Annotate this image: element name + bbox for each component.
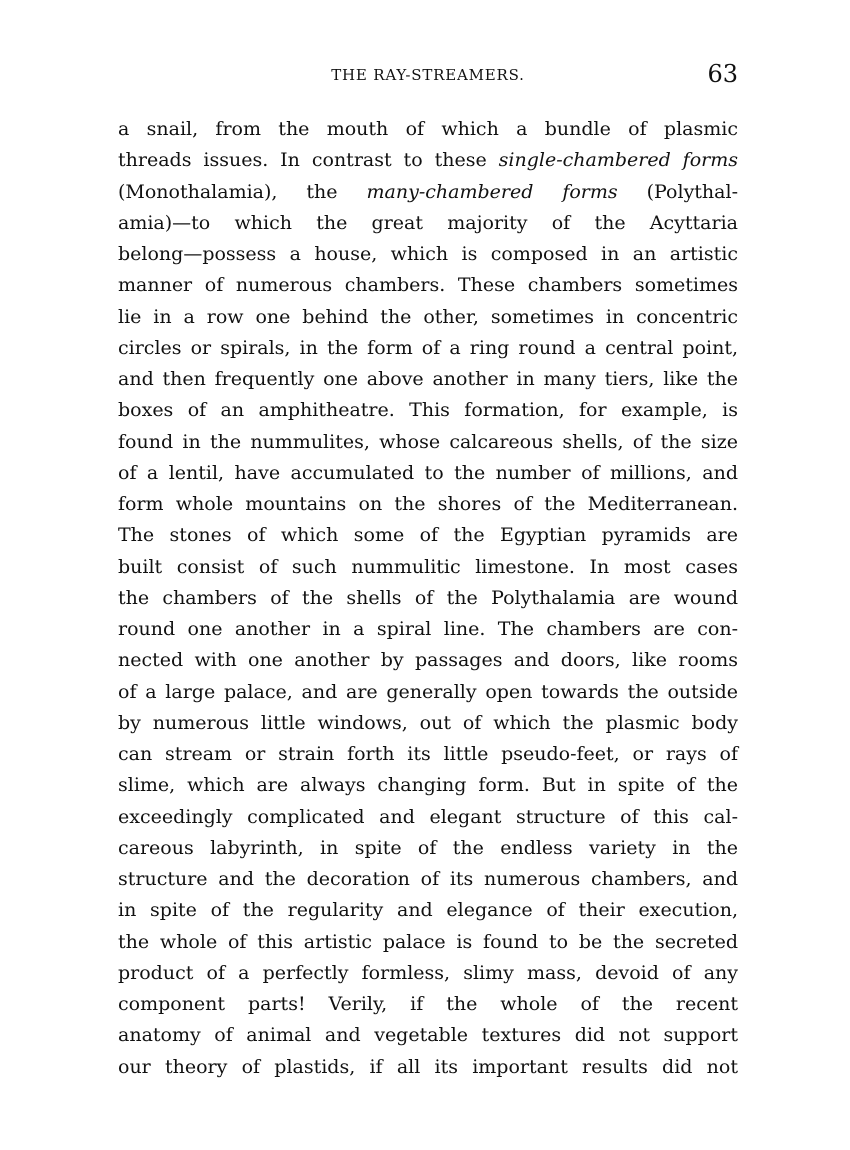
text-line [118,833,738,864]
text-segment: round one another in a spiral line. The chambers are con- [118,618,738,640]
text-segment: belong—possess a house, which is composed in an artistic [118,243,738,265]
text-line [118,302,738,333]
text-line [118,864,738,895]
text-segment: exceedingly complicated and elegant structure of this cal- [118,805,738,828]
text-line [118,645,738,676]
text-segment: circles or spirals, in the form of a ring round a central point, [118,336,738,359]
text-segment: our theory of plastids, if all its important results did not [118,1055,738,1078]
text-line [118,114,738,145]
text-segment: component parts! Verily, if the whole of the recent [118,993,738,1015]
text-line [118,927,738,958]
text-segment: threads issues. In contrast to these [118,149,499,172]
text-segment: manner of numerous chambers. These chambers sometimes [118,274,738,297]
text-line [118,708,738,739]
running-head: THE RAY-STREAMERS. [331,66,525,84]
text-segment: anatomy of animal and vegetable textures did not support [118,1024,738,1047]
text-line [118,895,738,926]
italic-term: many-chambered forms [366,180,618,203]
text-line [118,333,738,364]
text-line [118,552,738,583]
page-header [118,60,738,94]
text-line [118,395,738,426]
text-segment: built consist of such nummulitic limestone. In most cases [118,555,738,578]
text-segment: (Polythal- [617,180,738,203]
text-segment: and then frequently one above another in many tiers, like the [118,368,738,390]
text-segment: in spite of the regularity and elegance of their execution, [118,899,738,922]
text-line [118,208,738,239]
text-segment: of a lentil, have accumulated to the number of millions, and [118,461,738,484]
text-segment: structure and the decoration of its numerous chambers, and [118,868,738,890]
text-line [118,177,738,208]
italic-term: single-chambered forms [498,149,738,172]
text-line [118,614,738,645]
text-line [118,1052,738,1083]
text-line [118,364,738,395]
text-segment: of a large palace, and are generally open towards the outside [118,680,738,703]
text-line [118,458,738,489]
text-line [118,427,738,458]
text-line [118,489,738,520]
page-number: 63 [707,60,738,88]
text-segment: boxes of an amphitheatre. This formation, for example, is [118,399,738,422]
body-text [118,114,738,1083]
text-segment: lie in a row one behind the other, sometimes in concentric [118,305,738,328]
text-line [118,677,738,708]
text-segment: slime, which are always changing form. But in spite of the [118,774,738,797]
text-segment: The stones of which some of the Egyptian pyramids are [118,524,738,547]
text-line [118,520,738,551]
text-segment: amia)—to which the great majority of the Acyttaria [118,211,738,234]
text-segment: a snail, from the mouth of which a bundle of plasmic [118,118,738,140]
text-segment: form whole mountains on the shores of the Mediterranean. [118,493,738,515]
text-segment: product of a perfectly formless, slimy mass, devoid of any [118,961,738,984]
text-segment: by numerous little windows, out of which the plasmic body [118,711,738,734]
text-segment: found in the nummulites, whose calcareous shells, of the size [118,430,738,453]
text-line [118,270,738,301]
text-line [118,802,738,833]
text-segment: the whole of this artistic palace is found to be the secreted [118,930,738,953]
text-line [118,989,738,1020]
text-segment: careous labyrinth, in spite of the endless variety in the [118,836,738,859]
text-line [118,958,738,989]
text-line [118,1020,738,1051]
text-segment: nected with one another by passages and doors, like rooms [118,649,738,672]
text-line [118,145,738,176]
text-line [118,239,738,270]
text-line [118,583,738,614]
text-segment: the chambers of the shells of the Polythalamia are wound [118,586,738,609]
text-line [118,739,738,770]
text-line [118,770,738,801]
text-segment: can stream or strain forth its little pseudo-feet, or rays of [118,743,738,765]
text-segment: (Monothalamia), the [118,180,367,203]
